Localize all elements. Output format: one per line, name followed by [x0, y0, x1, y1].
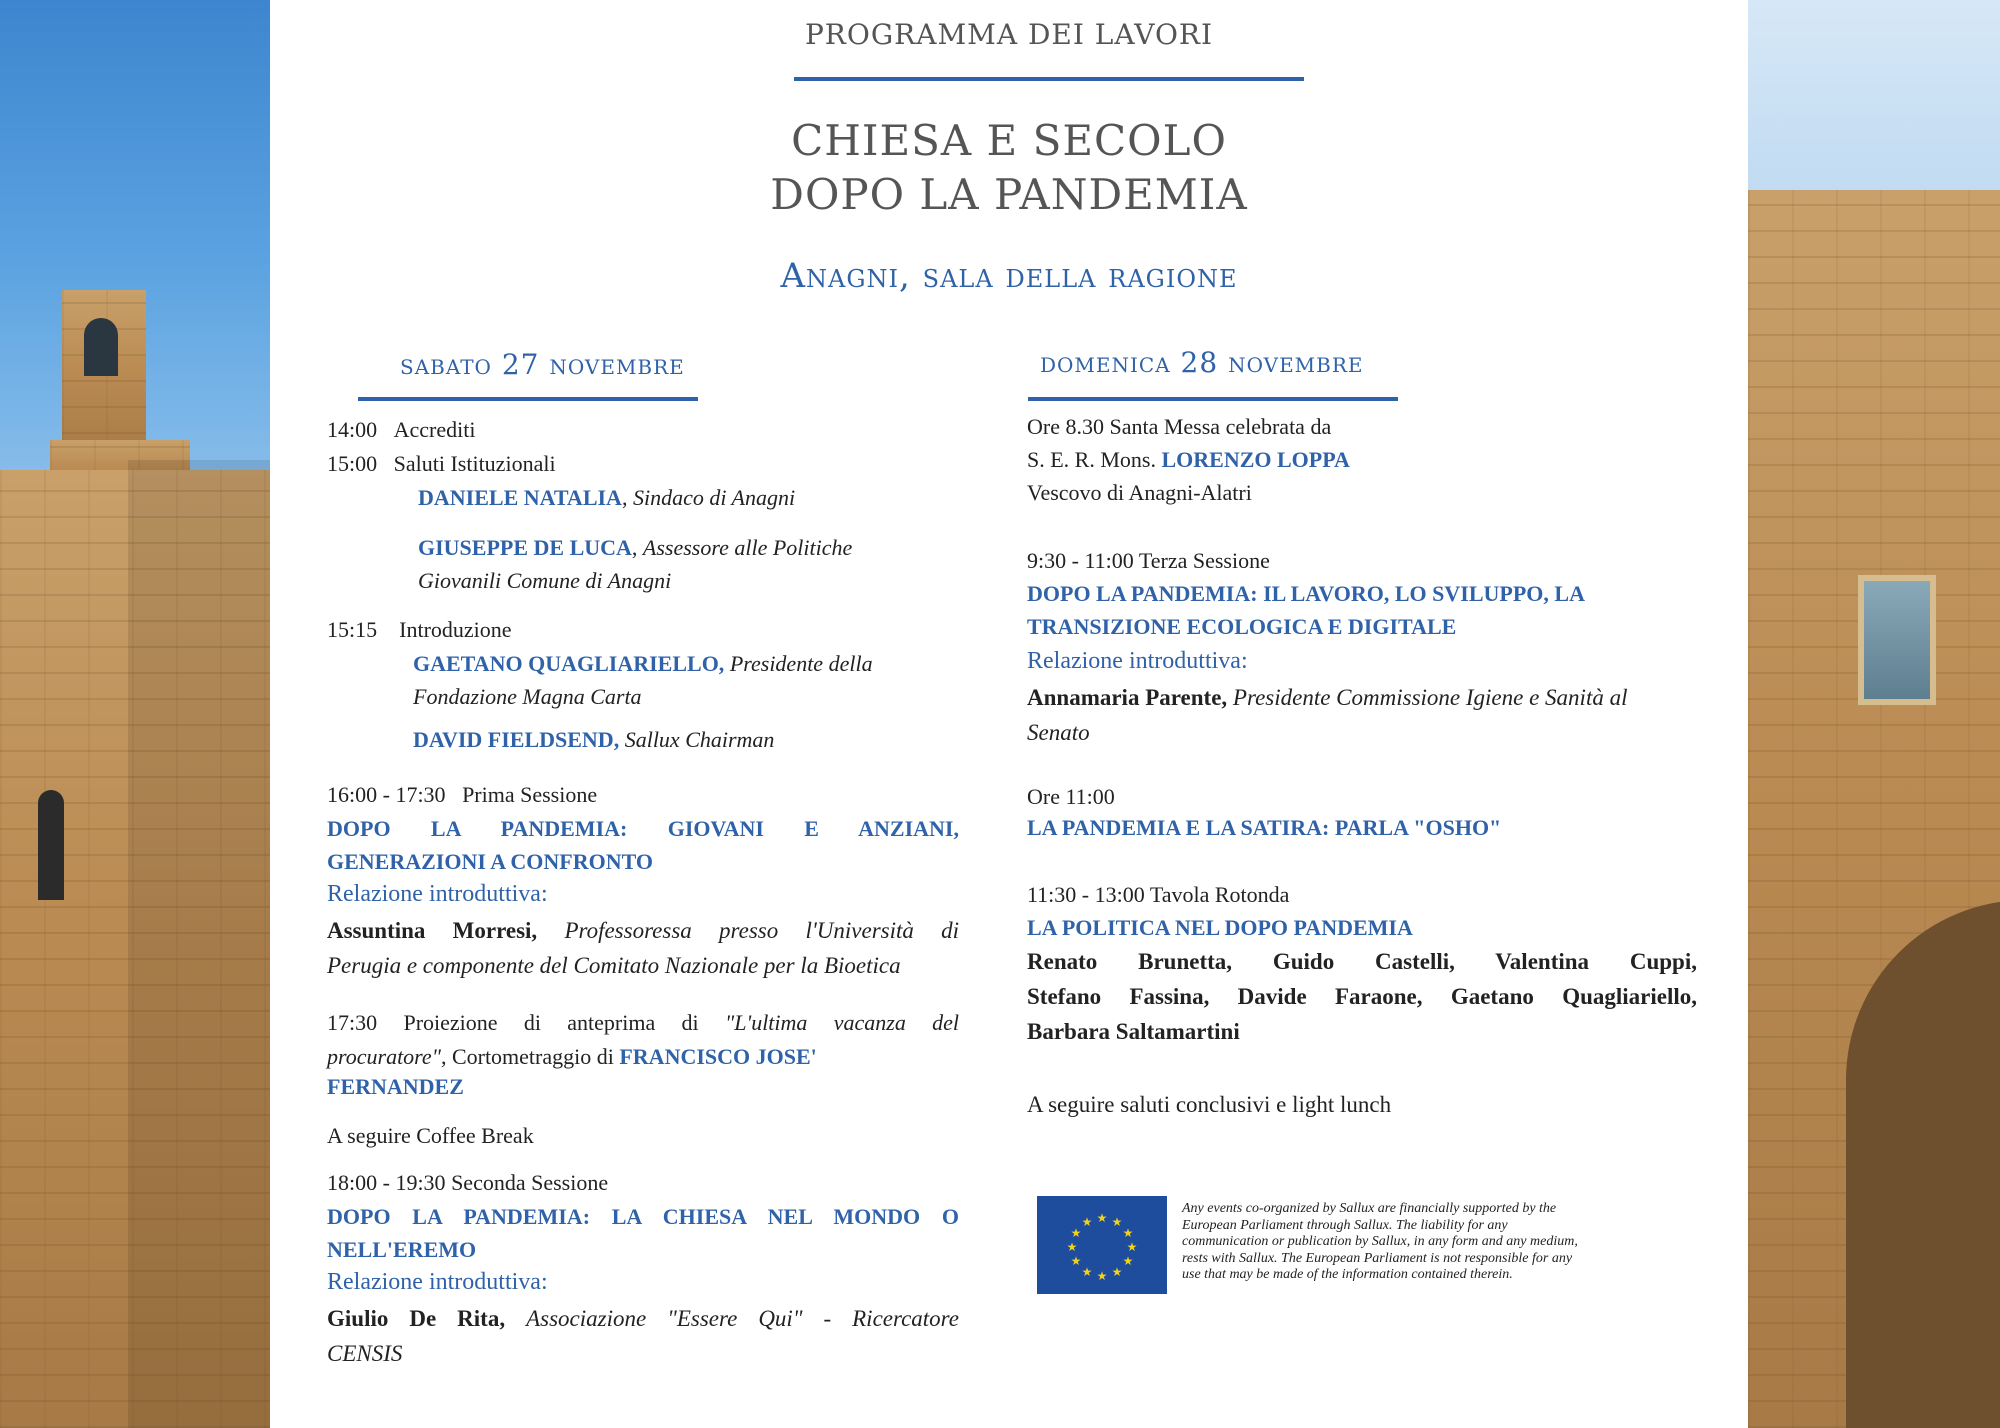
page-title-line1: CHIESA E SECOLO — [791, 116, 1227, 165]
cathedral-corner-shadow — [128, 460, 270, 1428]
session2-speaker-role2: CENSIS — [327, 1341, 403, 1366]
svg-text:★: ★ — [1096, 1211, 1108, 1225]
program-kicker: PROGRAMMA DEI LAVORI — [804, 18, 1214, 51]
eu-disclaimer: Any events co-organized by Sallux are financially supported by the European Parliament through Sallux. The liability for any communication or publication by Sallux, in any form and any medium, rests with Sallux. The European Parliament is not responsible for any use that may be made of the information contained therein. — [1182, 1201, 1578, 1282]
svg-text:★: ★ — [1081, 1265, 1093, 1279]
session2-time: 18:00 - 19:30 Seconda Sessione — [327, 1170, 609, 1195]
svg-text:★: ★ — [1126, 1240, 1138, 1254]
svg-text:★: ★ — [1081, 1215, 1093, 1229]
session3-intro-label: Relazione introduttiva: — [1027, 648, 1248, 674]
session1-title-line2: GENERAZIONI A CONFRONTO — [327, 849, 653, 874]
session2-title-line2: NELL'EREMO — [327, 1237, 477, 1262]
agenda-saluti: 15:00 Saluti Istituzionali — [327, 451, 556, 476]
bell-arch — [84, 318, 118, 376]
session3-speaker: Annamaria Parente, Presidente Commissione Igiene e Sanità al — [1027, 685, 1628, 710]
projection-line2: procuratore", Cortometraggio di FRANCISCO JOSE' — [327, 1044, 817, 1069]
projection-director: FERNANDEZ — [327, 1074, 464, 1099]
cathedral-window — [38, 790, 64, 900]
session1-intro-label: Relazione introduttiva: — [327, 881, 548, 907]
venue: Anagni, sala della ragione — [780, 256, 1238, 296]
session3-time: 9:30 - 11:00 Terza Sessione — [1027, 548, 1270, 573]
saturday-heading: sabato 27 novembre — [400, 348, 685, 381]
session1-speaker: Assuntina Morresi, Professoressa presso l'Università di — [327, 918, 960, 943]
session1-time: 16:00 - 17:30 Prima Sessione — [327, 782, 598, 807]
roundtable-time: 11:30 - 13:00 Tavola Rotonda — [1027, 882, 1290, 907]
sunday-heading: domenica 28 novembre — [1040, 346, 1364, 379]
satire-title: LA PANDEMIA E LA SATIRA: PARLA "OSHO" — [1027, 815, 1502, 840]
session3-speaker-role2: Senato — [1027, 720, 1090, 745]
right-cathedral-photo — [1748, 0, 2000, 1428]
agenda-introduzione: 15:15 Introduzione — [327, 617, 512, 642]
saturday-column — [327, 0, 959, 1428]
satire-time: Ore 11:00 — [1027, 784, 1115, 809]
closing-note: A seguire saluti conclusivi e light lunch — [1027, 1092, 1392, 1117]
eu-stars-icon — [1037, 1196, 1167, 1294]
left-cathedral-photo — [0, 0, 270, 1428]
svg-text:★: ★ — [1122, 1226, 1134, 1240]
eu-flag-logo — [1037, 1196, 1167, 1294]
svg-text:★: ★ — [1070, 1226, 1082, 1240]
session2-intro-label: Relazione introduttiva: — [327, 1269, 548, 1295]
svg-text:★: ★ — [1066, 1240, 1078, 1254]
session1-title-line1: DOPO LA PANDEMIA: GIOVANI E ANZIANI, — [327, 816, 959, 841]
session1-speaker-role2: Perugia e componente del Comitato Nazionale per la Bioetica — [327, 953, 901, 978]
program-sheet — [270, 0, 1748, 1428]
session2-title-line1: DOPO LA PANDEMIA: LA CHIESA NEL MONDO O — [327, 1204, 959, 1229]
speaker-quagliariello: GAETANO QUAGLIARIELLO, Presidente della Fondazione Magna Carta — [413, 651, 873, 709]
coffee-break: A seguire Coffee Break — [327, 1123, 534, 1148]
right-window — [1858, 575, 1936, 705]
roundtable-names-line2: Stefano Fassina, Davide Faraone, Gaetano Quagliariello, — [1027, 984, 1697, 1009]
mass-line1: Ore 8.30 Santa Messa celebrata da — [1027, 414, 1332, 439]
page-title-line2: DOPO LA PANDEMIA — [770, 170, 1248, 219]
svg-text:★: ★ — [1096, 1269, 1108, 1283]
roundtable-title: LA POLITICA NEL DOPO PANDEMIA — [1027, 915, 1413, 940]
agenda-accrediti: 14:00 Accrediti — [327, 417, 476, 442]
session3-title-line1: DOPO LA PANDEMIA: IL LAVORO, LO SVILUPPO, LA — [1027, 581, 1585, 606]
mass-line2: S. E. R. Mons. LORENZO LOPPA — [1027, 447, 1350, 472]
svg-text:★: ★ — [1111, 1265, 1123, 1279]
svg-text:★: ★ — [1070, 1254, 1082, 1268]
session2-speaker: Giulio De Rita, Associazione "Essere Qui" - Ricercatore — [327, 1306, 959, 1331]
speaker-natalia: DANIELE NATALIA, Sindaco di Anagni — [418, 485, 796, 510]
projection-line1: 17:30 Proiezione di anteprima di "L'ultima vacanza del — [327, 1010, 960, 1035]
roundtable-names-line1: Renato Brunetta, Guido Castelli, Valentina Cuppi, — [1027, 949, 1697, 974]
speaker-fieldsend: DAVID FIELDSEND, Sallux Chairman — [413, 727, 775, 752]
mass-line3: Vescovo di Anagni-Alatri — [1027, 480, 1252, 505]
speaker-de-luca: GIUSEPPE DE LUCA, Assessore alle Politiche Giovanili Comune di Anagni — [418, 535, 853, 593]
session3-title-line2: TRANSIZIONE ECOLOGICA E DIGITALE — [1027, 614, 1457, 639]
svg-text:★: ★ — [1122, 1254, 1134, 1268]
svg-text:★: ★ — [1111, 1215, 1123, 1229]
roundtable-names-line3: Barbara Saltamartini — [1027, 1019, 1240, 1044]
